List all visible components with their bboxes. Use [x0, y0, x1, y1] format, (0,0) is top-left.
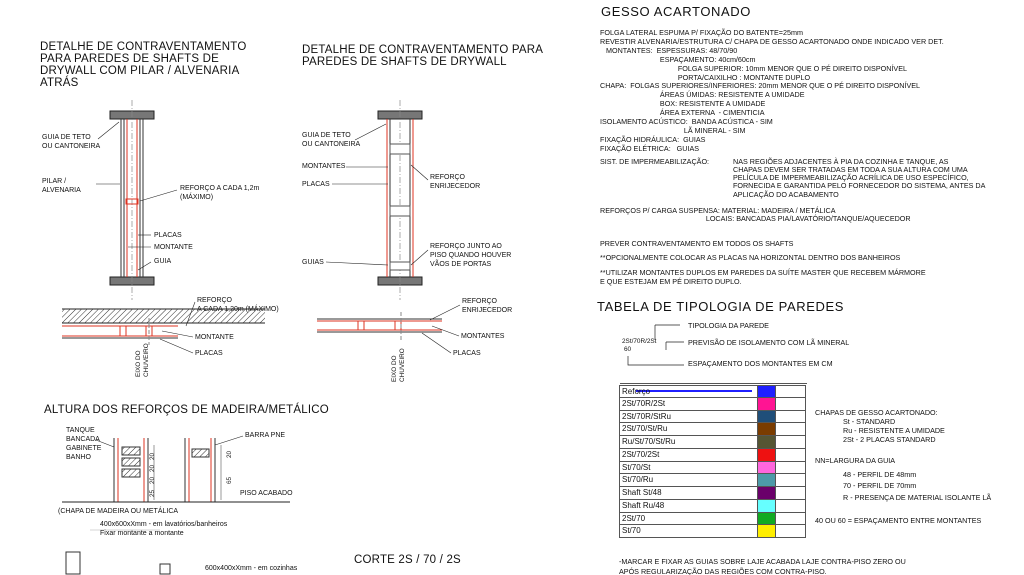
d2-reforco-piso-3: VÃOS DE PORTAS — [430, 261, 492, 268]
tanque-3: GABINETE — [66, 445, 102, 452]
p2-montantes: MONTANTES — [461, 333, 505, 340]
d1-pilar-2: ALVENARIA — [42, 187, 81, 194]
chapas-1: CHAPAS DE GESSO ACARTONADO: — [815, 408, 938, 417]
spec-line: REVESTIR ALVENARIA/ESTRUTURA C/ CHAPA DE GESSO ACARTONADO ONDE INDICADO VER DET. — [600, 36, 944, 46]
p2-reforco-2: ENRIJECEDOR — [462, 307, 513, 314]
detail-1-title-line-3: DRYWALL COM PILAR / ALVENARIA — [40, 65, 240, 77]
legend-row — [619, 398, 806, 411]
nn-note: NN=LARGURA DA GUIA — [815, 456, 896, 465]
legend-label: St/70 — [622, 526, 641, 536]
imperm-1: NAS REGIÕES ADJACENTES À PIA DA COZINHA E TANQUE, AS — [733, 157, 949, 166]
detail-2-title-line-2: PAREDES DE SHAFTS DE DRYWALL — [302, 56, 507, 68]
d2-guias: GUIAS — [302, 259, 324, 266]
legend-row — [619, 423, 806, 436]
legend-row — [619, 525, 806, 538]
typology-key-diagram — [620, 325, 807, 391]
d2-reforco-piso-1: REFORÇO JUNTO AO — [430, 243, 502, 250]
d2-guia-teto-2: OU CANTONEIRA — [302, 141, 361, 148]
spec-line: PORTA/CAIXILHO : MONTANTE DUPLO — [600, 72, 811, 82]
note-coz: 600x400xXmm - em cozinhas — [205, 565, 298, 572]
opcional-note: **OPCIONALMENTE COLOCAR AS PLACAS NA HORIZONTAL DENTRO DOS BANHEIROS — [600, 253, 901, 262]
d1-guia: GUIA — [154, 258, 172, 265]
spec-line: MONTANTES: ESPESSURAS: 48/70/90 — [600, 45, 738, 55]
imperm-2: CHAPAS DEVEM SER TRATADAS EM TODA A SUA ALTURA COM UMA — [733, 165, 968, 174]
spec-line: ISOLAMENTO ACÚSTICO: BANDA ACÚSTICA - SIM — [600, 117, 773, 126]
d1-placas: PLACAS — [154, 232, 182, 239]
d2-reforco-1: REFORÇO — [430, 174, 465, 181]
footer-1: -MARCAR E FIXAR AS GUIAS SOBRE LAJE ACABADA LAJE CONTRA-PISO ZERO OU — [619, 557, 906, 566]
legend-swatch — [758, 487, 775, 499]
perfil-r: R - PRESENÇA DE MATERIAL ISOLANTE LÃ — [843, 493, 992, 502]
legend-swatch — [758, 386, 775, 397]
legend-swatch — [758, 423, 775, 435]
d1-pilar-1: PILAR / — [42, 178, 67, 185]
spec-line: ESPAÇAMENTO: 40cm/60cm — [600, 54, 756, 64]
dim-20b: 20 — [149, 464, 156, 472]
utilizar-2: E QUE ESTEJAM EM PÉ DIREITO DUPLO. — [600, 277, 742, 286]
legend-label: Reforço — [622, 387, 651, 396]
barra-pne: BARRA PNE — [245, 432, 286, 439]
note-lav-1: 400x600xXmm - em lavatórios/banheiros — [100, 521, 228, 528]
dim2-20: 20 — [226, 450, 233, 458]
note-lav-2: Fixar montante a montante — [100, 530, 184, 537]
d1-reforco-2: (MÁXIMO) — [180, 194, 214, 201]
legend-label: 2St/70/St/Ru — [622, 424, 668, 434]
p2-placas: PLACAS — [453, 350, 481, 357]
p1-placas: PLACAS — [195, 350, 223, 357]
imperm-3: PELÍCULA DE IMPERMEABILIZAÇÃO ACRÍLICA DE USO ESPECÍFICO, — [733, 173, 969, 182]
d1-reforco-1: REFORÇO A CADA 1,2m — [180, 185, 260, 192]
reforcos-1: REFORÇOS P/ CARGA SUSPENSA: MATERIAL: MADEIRA / METÁLICA — [600, 206, 836, 215]
chapas-3: Ru - RESISTENTE A UMIDADE — [843, 426, 945, 435]
spec-line: ÁREA EXTERNA - CIMENTICIA — [600, 108, 765, 118]
legend-swatch — [758, 500, 775, 512]
espac-label: ESPAÇAMENTO DOS MONTANTES EM CM — [688, 359, 833, 368]
code-2: 60 — [624, 346, 632, 353]
legend-label: Shaft Ru/48 — [622, 500, 665, 510]
spec-line: ÁREAS ÚMIDAS: RESISTENTE A UMIDADE — [600, 90, 805, 100]
legend-row — [619, 411, 806, 424]
footer-2: APÓS REGULARIZAÇÃO DAS REGIÕES COM CONTRA-PISO. — [619, 567, 827, 575]
corte-title: CORTE 2S / 70 / 2S — [354, 554, 461, 566]
dim-25: 25 — [149, 489, 156, 497]
legend-row — [619, 487, 806, 500]
legend-label: St/70/Ru — [622, 475, 654, 485]
chapa-note: (CHAPA DE MADEIRA OU METÁLICA — [58, 508, 179, 515]
perfil-48: 48 - PERFIL DE 48mm — [843, 470, 917, 479]
detail-1-title-line-4: ATRÁS — [40, 77, 79, 89]
legend-swatch — [758, 474, 775, 486]
detail-1-section — [96, 100, 177, 300]
imperm-5: APLICAÇÃO DO ACABAMENTO — [733, 190, 839, 199]
legend-swatch — [758, 525, 775, 537]
d1-montante: MONTANTE — [154, 244, 193, 251]
dim2-65: 65 — [226, 476, 233, 484]
tipologia-label: TIPOLOGIA DA PAREDE — [688, 321, 769, 330]
p2-eixo-2: CHUVEIRO — [399, 348, 406, 382]
heights-title: ALTURA DOS REFORÇOS DE MADEIRA/METÁLICO — [44, 404, 329, 416]
tanque-4: BANHO — [66, 454, 91, 461]
legend-row — [619, 500, 806, 513]
p2-reforco-1: REFORÇO — [462, 298, 497, 305]
legend-label: 2St/70/2St — [622, 449, 660, 459]
tanque-1: TANQUE — [66, 427, 95, 434]
utilizar-1: **UTILIZAR MONTANTES DUPLOS EM PAREDES DA SUÍTE MASTER QUE RECEBEM MÁRMORE — [600, 268, 926, 277]
plan-2 — [317, 305, 460, 353]
chapas-4: 2St - 2 PLACAS STANDARD — [843, 435, 936, 444]
heights-diagram — [62, 436, 290, 574]
legend-row — [619, 385, 806, 398]
d2-montantes: MONTANTES — [302, 163, 346, 170]
legend-row — [619, 436, 806, 449]
legend-label: 2St/70 — [622, 513, 646, 523]
legend-label: St/70/St — [622, 462, 651, 472]
p2-eixo-1: EIXO DO — [391, 355, 398, 382]
imperm-4: FORNECIDA E GARANTIDA PELO FORNECEDOR DO SISTEMA, ANTES DA — [733, 181, 986, 190]
spec-line: FIXAÇÃO ELÉTRICA: GUIAS — [600, 143, 700, 153]
spec-line: FOLGA LATERAL ESPUMA P/ FIXAÇÃO DO BATENTE=25mm — [600, 28, 803, 37]
dim-20a: 20 — [149, 476, 156, 484]
legend-swatch — [758, 398, 775, 410]
detail-1-title-line-1: DETALHE DE CONTRAVENTAMENTO — [40, 41, 247, 53]
legend-label: 2St/70R/StRu — [622, 411, 671, 421]
prever-note: PREVER CONTRAVENTAMENTO EM TODOS OS SHAFTS — [600, 239, 794, 248]
reforcos-2: LOCAIS: BANCADAS PIA/LAVATÓRIO/TANQUE/AQUECEDOR — [600, 214, 911, 223]
legend-row — [619, 462, 806, 475]
legend-row — [619, 449, 806, 462]
p1-eixo-1: EIXO DO — [135, 350, 142, 377]
legend-row — [619, 513, 806, 526]
dim-20c: 20 — [149, 452, 156, 460]
legend-swatch — [758, 462, 775, 474]
d2-placas: PLACAS — [302, 181, 330, 188]
legend-swatch — [758, 436, 775, 448]
d1-guia-teto-1: GUIA DE TETO — [42, 134, 91, 141]
p1-montante: MONTANTE — [195, 334, 234, 341]
legend-label: 2St/70R/2St — [622, 398, 666, 408]
imperm-label: SIST. DE IMPERMEABILIZAÇÃO: — [600, 157, 710, 166]
legend-swatch — [758, 449, 775, 461]
spec-line: BOX: RESISTENTE A UMIDADE — [600, 99, 766, 109]
d2-guia-teto-1: GUIA DE TETO — [302, 132, 351, 139]
d2-reforco-piso-2: PISO QUANDO HOUVER — [430, 252, 512, 259]
p1-reforco-1: REFORÇO — [197, 297, 232, 304]
spec-line: LÃ MINERAL - SIM — [600, 125, 746, 135]
code-1: 2St/70R/2St — [622, 338, 657, 345]
espac-note: 40 OU 60 = ESPAÇAMENTO ENTRE MONTANTES — [815, 516, 982, 525]
spec-line: FOLGA SUPERIOR: 10mm MENOR QUE O PÉ DIREITO DISPONÍVEL — [600, 63, 907, 73]
p1-reforco-2: A CADA 1,20m (MÁXIMO) — [197, 306, 279, 313]
spec-line: FIXAÇÃO HIDRÁULICA: GUIAS — [600, 134, 706, 144]
p1-eixo-2: CHUVEIRO — [143, 343, 150, 377]
legend-swatch — [758, 411, 775, 423]
detail-1-title-line-2: PARA PAREDES DE SHAFTS DE — [40, 53, 220, 65]
spec-line: CHAPA: FOLGAS SUPERIORES/INFERIORES: 20mm MENOR QUE O PÉ DIREITO DISPONÍVEL — [600, 81, 921, 91]
detail-2-section — [326, 100, 428, 300]
previsao-label: PREVISÃO DE ISOLAMENTO COM LÃ MINERAL — [688, 338, 850, 347]
detail-2-title-line-1: DETALHE DE CONTRAVENTAMENTO PARA — [302, 44, 544, 56]
legend-swatch — [758, 513, 775, 525]
tanque-2: BANCADA — [66, 436, 100, 443]
d2-reforco-2: ENRIJECEDOR — [430, 183, 481, 190]
table-title: TABELA DE TIPOLOGIA DE PAREDES — [597, 299, 845, 314]
legend-label: Shaft St/48 — [622, 488, 662, 497]
d1-guia-teto-2: OU CANTONEIRA — [42, 143, 101, 150]
gesso-title: GESSO ACARTONADO — [601, 4, 751, 19]
legend-row — [619, 474, 806, 487]
chapas-2: St - STANDARD — [843, 417, 896, 426]
piso-acabado: PISO ACABADO — [240, 490, 293, 497]
legend-label: Ru/St/70/St/Ru — [622, 437, 676, 446]
perfil-70: 70 - PERFIL DE 70mm — [843, 481, 917, 490]
